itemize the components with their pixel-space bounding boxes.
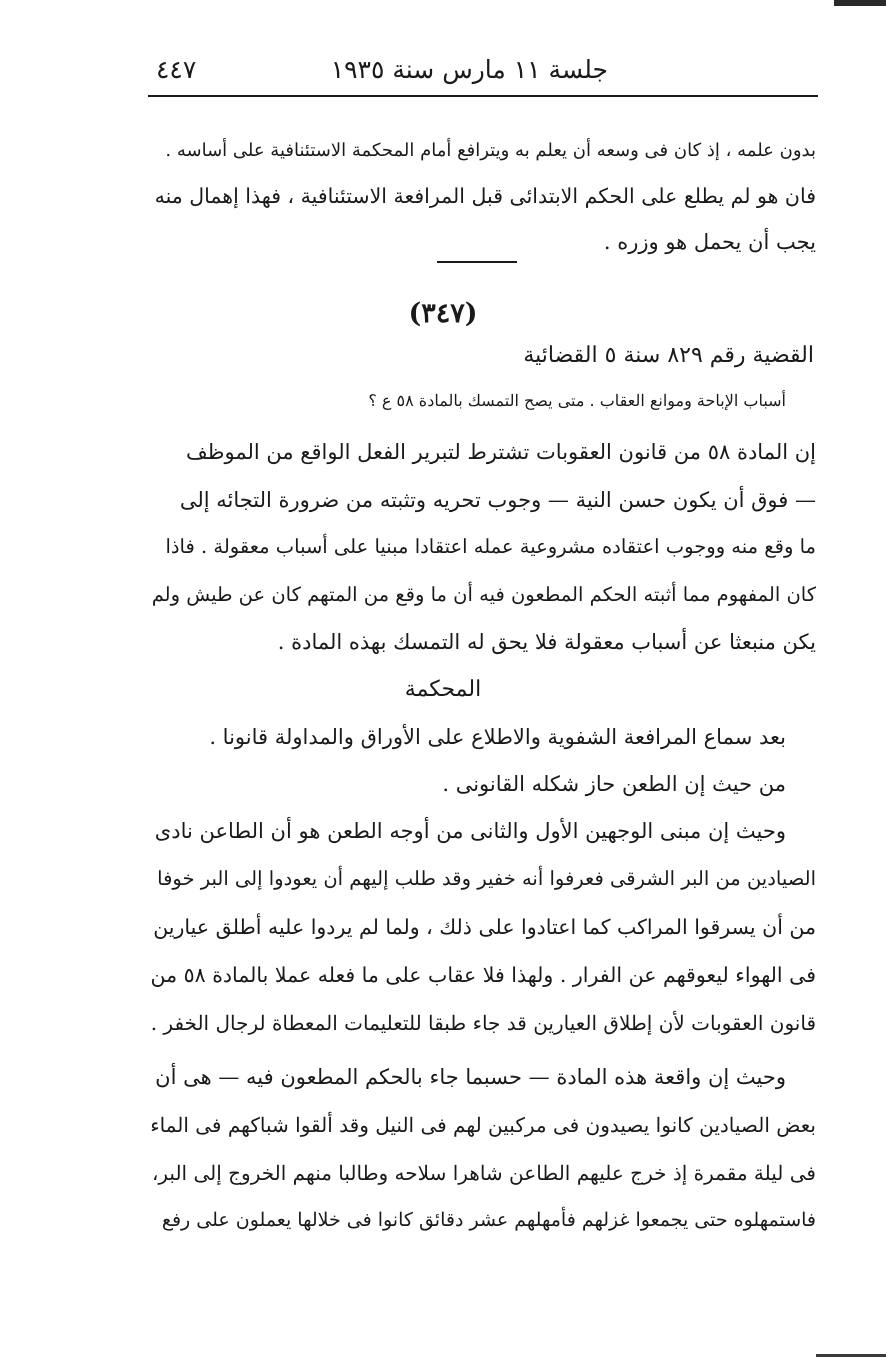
judgment-line: فى الهواء ليعوقهم عن الفرار . ولهذا فلا عقاب على ما فعله عملا بالمادة ٥٨ من [150, 963, 816, 987]
judgment-line: بعد سماع المرافعة الشفوية والاطلاع على الأوراق والمداولة قانونا . [209, 725, 786, 749]
summary-line: كان المفهوم مما أثبته الحكم المطعون فيه أن ما وقع من المتهم كان عن طيش ولم [151, 583, 816, 606]
case-reference: القضية رقم ٨٢٩ سنة ٥ القضائية [523, 343, 814, 368]
summary-line: يكن منبعثا عن أسباب معقولة فلا يحق له التمسك بهذه المادة . [277, 630, 816, 654]
section-divider [437, 261, 517, 263]
judgment-line: فاستمهلوه حتى يجمعوا غزلهم فأمهلهم عشر دقائق كانوا فى خلالها يعملون على رفع [161, 1209, 816, 1231]
case-number: (٣٤٧) [408, 298, 478, 329]
judgment-line: وحيث إن واقعة هذه المادة — حسبما جاء بالحكم المطعون فيه — هى أن [155, 1065, 786, 1089]
court-heading: المحكمة [404, 677, 482, 702]
summary-line: إن المادة ٥٨ من قانون العقوبات تشترط لتبرير الفعل الواقع من الموظف [186, 440, 816, 464]
judgment-line: قانون العقوبات لأن إطلاق العيارين قد جاء طبقا للتعليمات المعطاة لرجال الخفر . [150, 1011, 816, 1035]
page-number: ٤٤٧ [156, 55, 197, 84]
summary-line: — فوق أن يكون حسن النية — وجوب تحريه وتثبته من ضرورة التجائه إلى [179, 488, 816, 512]
header-rule [148, 95, 818, 97]
intro-line: يجب أن يحمل هو وزره . [603, 230, 816, 254]
judgment-line: فى ليلة مقمرة إذ خرج عليهم الطاعن شاهرا سلاحه وطالبا منهم الخروج إلى البر، [151, 1161, 816, 1185]
judgment-line: وحيث إن مبنى الوجهين الأول والثانى من أوجه الطعن هو أن الطاعن نادى [154, 819, 786, 843]
summary-line: ما وقع منه ووجوب اعتقاده مشروعية عمله اعتقادا مبنيا على أسباب معقولة . فاذا [165, 535, 816, 558]
judgment-line: بعض الصيادين كانوا يصيدون فى مركبين لهم فى النيل وقد ألقوا شباكهم فى الماء [150, 1113, 816, 1137]
intro-line: بدون علمه ، إذ كان فى وسعه أن يعلم به ويترافع أمام المحكمة الاستئنافية على أساسه . [165, 140, 816, 161]
judgment-line: الصيادين من البر الشرقى فعرفوا أنه خفير وقد طلب إليهم أن يعودوا إلى البر خوفا [157, 867, 816, 890]
judgment-line: من أن يسرقوا المراكب كما اعتادوا على ذلك ، ولما لم يردوا عليه أطلق عيارين [153, 915, 816, 939]
running-header [148, 52, 818, 88]
case-subject: أسباب الإباحة وموانع العقاب . متى يصح التمسك بالمادة ٥٨ ع ؟ [368, 391, 786, 410]
scan-edge-mark-bottom [816, 1354, 886, 1357]
intro-line: فان هو لم يطلع على الحكم الابتدائى قبل المرافعة الاستئنافية ، فهذا إهمال منه [154, 184, 816, 208]
scan-edge-mark [834, 0, 886, 6]
judgment-line: من حيث إن الطعن حاز شكله القانونى . [442, 772, 786, 796]
session-date-title: جلسة ١١ مارس سنة ١٩٣٥ [330, 55, 608, 84]
